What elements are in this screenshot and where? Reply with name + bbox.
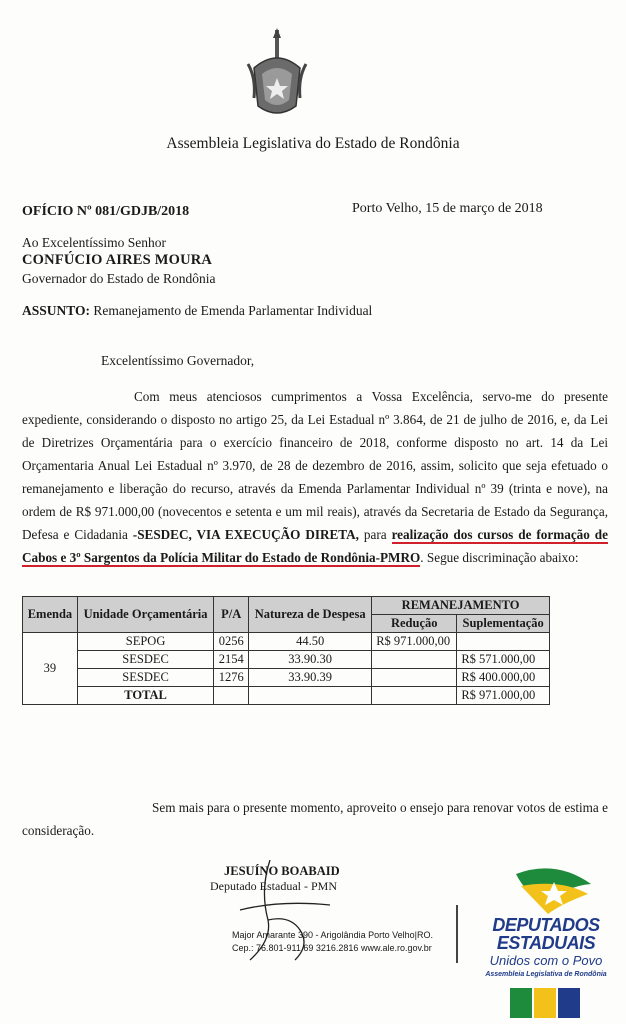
- table-row: [23, 633, 550, 651]
- footer-contact: Cep.: 76.801-911 69 3216.2816 www.ale.ro.gov.br: [232, 943, 432, 953]
- subject-line: [22, 303, 372, 319]
- cell-natureza: 44.50: [249, 633, 372, 651]
- header-pa: P/A: [214, 597, 249, 633]
- body-part-1: Com meus atenciosos cumprimentos a Vossa Excelência, servo-me do presente expediente, considerando o disposto no artigo 25, da Lei Estadual nº 3.864, de 21 de julho de 2016, e, da Lei de Diretrizes Orçamentária para o exercício financeiro de 2018, conforme disposto no art. 14 da Lei Orçamentaria Anual Lei Estadual nº 3.970, de 28 de dezembro de 2016, assim, solicito que seja efetuado o remanejamento e liberação do recurso, através da Emenda Parlamentar Individual nº 39 (trinta e nove), na ordem de R$ 971.000,00 (novecentos e setenta e um mil reais), através da Secretaria de Estado da Segurança, Defesa e Cidadania: [22, 389, 608, 542]
- header-unidade: Unidade Orçamentária: [77, 597, 213, 633]
- place-date: Porto Velho, 15 de março de 2018: [352, 201, 543, 216]
- cell-suplementacao: R$ 571.000,00: [457, 651, 550, 669]
- cell-unidade: SESDEC: [77, 651, 213, 669]
- cell-pa: 1276: [214, 669, 249, 687]
- logo-line-4: Assembleia Legislativa de Rondônia: [485, 971, 607, 978]
- total-value: R$ 971.000,00: [457, 687, 550, 705]
- cell-natureza: 33.90.39: [249, 669, 372, 687]
- letter-body: [22, 385, 608, 569]
- cell-suplementacao: R$ 400.000,00: [457, 669, 550, 687]
- header-emenda: Emenda: [23, 597, 78, 633]
- emenda-cell: 39: [23, 633, 78, 705]
- cell-reducao: R$ 971.000,00: [372, 633, 457, 651]
- table-row: [23, 651, 550, 669]
- body-bold-1: -SESDEC, VIA EXECUÇÃO DIRETA,: [132, 527, 359, 542]
- cell-pa: 0256: [214, 633, 249, 651]
- institution-name: Assembleia Legislativa do Estado de Rondônia: [166, 135, 460, 152]
- closing-text: Sem mais para o presente momento, aproveito o ensejo para renovar votos de estima e consideração.: [22, 800, 608, 838]
- closing-paragraph: [22, 796, 608, 842]
- body-part-2: para: [363, 527, 387, 542]
- total-row: [23, 687, 550, 705]
- logo-line-3: Unidos com o Povo: [489, 953, 603, 968]
- cell-natureza: 33.90.30: [249, 651, 372, 669]
- body-bold-2: realização dos cursos de formação de Cabos e 3º Sargentos da Polícia Militar do Estado de Rondônia-PMRO: [22, 527, 608, 565]
- cell-unidade: SESDEC: [77, 669, 213, 687]
- signer-role: Deputado Estadual - PMN: [210, 879, 337, 893]
- state-crest-icon: [246, 28, 308, 128]
- letter-number: OFÍCIO Nº 081/GDJB/2018: [22, 204, 190, 219]
- subject-text: Remanejamento de Emenda Parlamentar Individual: [93, 303, 373, 318]
- greeting: Excelentíssimo Governador,: [101, 353, 255, 368]
- body-part-3: . Segue discriminação abaixo:: [420, 550, 579, 565]
- subject-label: ASSUNTO:: [22, 303, 91, 318]
- budget-table: [22, 596, 550, 705]
- cell-unidade: SEPOG: [77, 633, 213, 651]
- addressee-title: Governador do Estado de Rondônia: [22, 271, 216, 286]
- signer-name: JESUÍNO BOABAID: [224, 864, 340, 878]
- cell-suplementacao: [457, 633, 550, 651]
- header-natureza: Natureza de Despesa: [249, 597, 372, 633]
- footer-divider: [456, 905, 458, 963]
- addressee-salutation: Ao Excelentíssimo Senhor: [22, 235, 166, 250]
- header-remanejamento: REMANEJAMENTO: [372, 597, 550, 615]
- addressee-name: CONFÚCIO AIRES MOURA: [22, 252, 213, 268]
- header-reducao: Redução: [372, 615, 457, 633]
- cell-reducao: [372, 669, 457, 687]
- cell-pa: 2154: [214, 651, 249, 669]
- footer-address: Major Amarante 390 - Arigolândia Porto Velho|RO.: [232, 930, 433, 940]
- table-row: [23, 669, 550, 687]
- header-suplementacao: Suplementação: [457, 615, 550, 633]
- cell-reducao: [372, 651, 457, 669]
- logo-line-1: DEPUTADOS: [492, 915, 600, 935]
- logo-line-2: ESTADUAIS: [496, 933, 596, 953]
- total-label: TOTAL: [77, 687, 213, 705]
